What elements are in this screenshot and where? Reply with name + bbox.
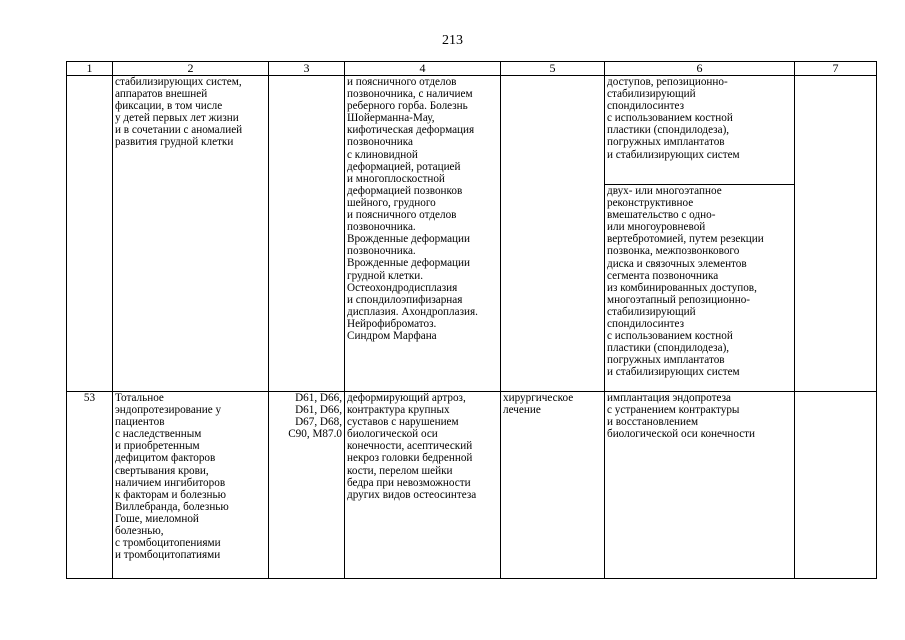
column-number: 4 (345, 62, 501, 76)
table-row-53 (67, 392, 877, 579)
cell-empty (67, 76, 113, 392)
cell-disease-group: стабилизирующих систем, аппаратов внешней фиксации, в том числе у детей первых лет жизни и в сочетании с аномалией развития грудной клетки (113, 76, 269, 392)
cell-empty (795, 76, 877, 392)
column-number: 2 (113, 62, 269, 76)
cell-method: двух- или многоэтапное реконструктивное вмешательство с одно- или многоуровневой вертебротомией, путем резекции позвонка, межпозвонкового диска и связочных элементов сегмента позвоночника из комбинированных доступов, многоэтапный репозиционно- стабилизирующий спондилосинтез с использованием костной пластики (спондилодеза), погружных имплантатов и стабилизирующих систем (605, 185, 795, 392)
column-number-row (67, 62, 877, 76)
cell-method: доступов, репозиционно- стабилизирующий спондилосинтез с использованием костной пластики (спондилодеза), погружных имплантатов и стабилизирующих систем (605, 76, 795, 185)
cell-row-number: 53 (67, 392, 113, 579)
column-number: 6 (605, 62, 795, 76)
column-number: 7 (795, 62, 877, 76)
cell-diagnosis: и поясничного отделов позвоночника, с наличием реберного горба. Болезнь Шойерманна-Мау, кифотическая деформация позвоночника с клиновидной деформацией, ротацией и многоплоскостной деформацией позвонков шейного, грудного и поясничного отделов позвоночника. Врожденные деформации позвоночника. Врожденные деформации грудной клетки. Остеохондродисплазия и спондилоэпифизарная дисплазия. Ахондроплазия. Нейрофиброматоз. Синдром Марфана (345, 76, 501, 392)
cell-disease-group: Тотальное эндопротезирование у пациентов с наследственным и приобретенным дефицитом факторов свертывания крови, наличием ингибиторов к факторам и болезнью Виллебранда, болезнью Гоше, миеломной болезнью, с тромбоцитопениями и тромбоцитопатиями (113, 392, 269, 579)
cell-treatment (501, 76, 605, 392)
cell-icd-codes: D61, D66, D61, D66, D67, D68, C90, M87.0 (269, 392, 345, 579)
cell-treatment: хирургическое лечение (501, 392, 605, 579)
column-number: 3 (269, 62, 345, 76)
cell-icd-codes (269, 76, 345, 392)
cell-method: имплантация эндопротеза с устранением контрактуры и восстановлением биологической оси конечности (605, 392, 795, 579)
table-row-continued (67, 76, 877, 185)
cell-empty (795, 392, 877, 579)
procedures-table (66, 61, 877, 579)
cell-diagnosis: деформирующий артроз, контрактура крупных суставов с нарушением биологической оси конечности, асептический некроз головки бедренной кости, перелом шейки бедра при невозможности других видов остеосинтеза (345, 392, 501, 579)
column-number: 5 (501, 62, 605, 76)
page-number: 213 (442, 33, 463, 48)
column-number: 1 (67, 62, 113, 76)
